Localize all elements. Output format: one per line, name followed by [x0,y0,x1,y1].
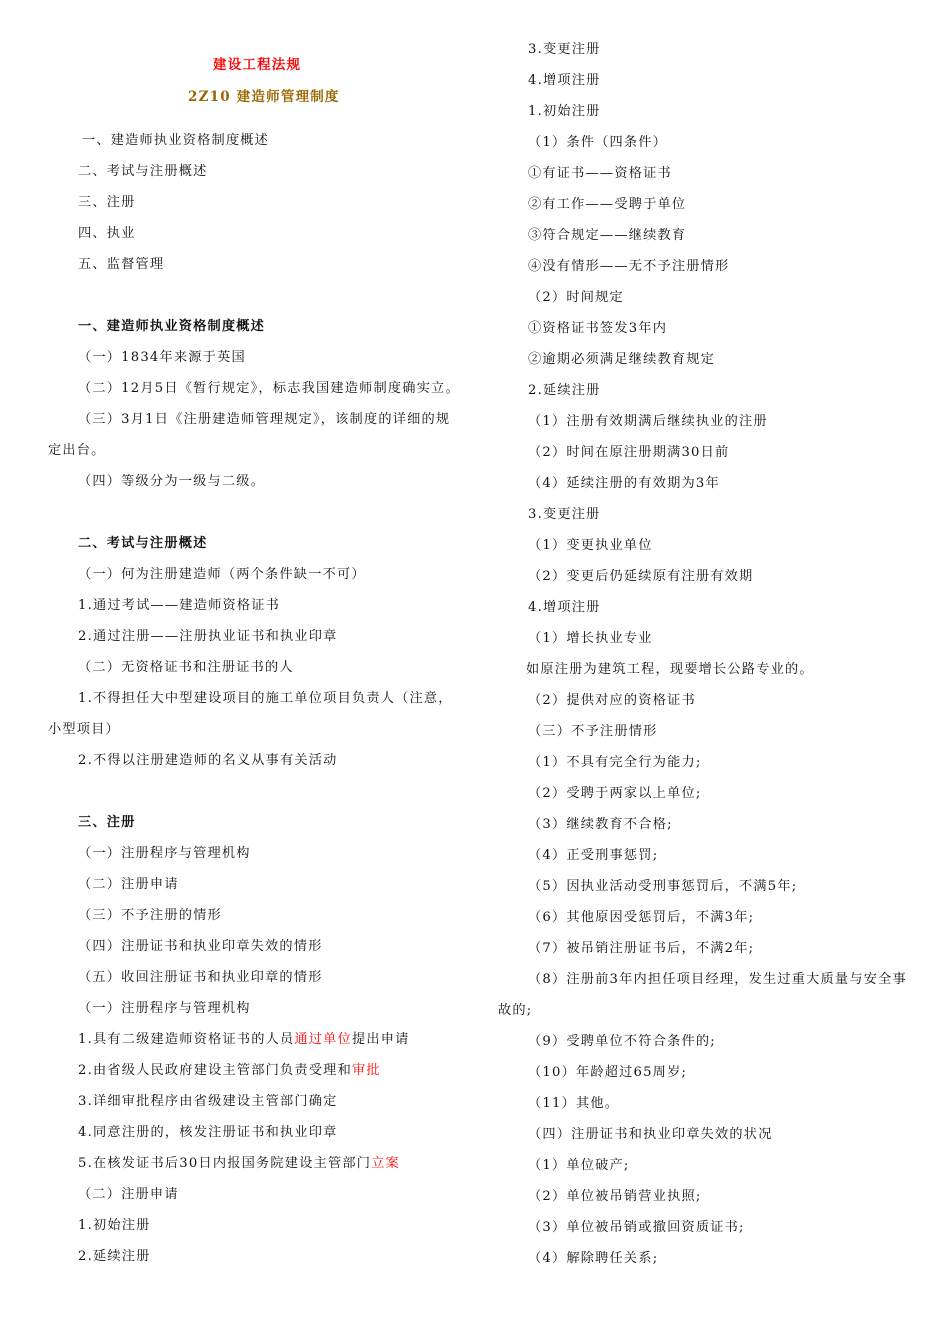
text-run: 1.具有二级建造师资格证书的人员 [78,1032,295,1047]
section-heading: 一、建造师执业资格制度概述 [78,319,266,334]
paragraph-line: 4.同意注册的，核发注册证书和执业印章 [78,1125,338,1140]
paragraph-line: （8）注册前3年内担任项目经理，发生过重大质量与安全事 [528,972,907,987]
paragraph-line: 3.详细审批程序由省级建设主管部门确定 [78,1094,338,1109]
paragraph-line: （2）单位被吊销营业执照; [528,1189,702,1204]
paragraph-line [78,1061,381,1081]
toc-item: 五、监督管理 [78,257,165,272]
paragraph-line: 1.初始注册 [78,1218,151,1233]
paragraph-line: 3.变更注册 [528,507,601,522]
paragraph-line: （二）无资格证书和注册证书的人 [78,660,294,675]
toc-item: 二、考试与注册概述 [78,164,208,179]
paragraph-line: （7）被吊销注册证书后，不满2年; [528,941,755,956]
paragraph-line: （10）年龄超过65周岁; [528,1065,688,1080]
paragraph-line: 1.不得担任大中型建设项目的施工单位项目负责人（注意， [78,691,453,706]
paragraph-line: ①资格证书签发3年内 [528,321,668,336]
paragraph-line: （2）时间在原注册期满30日前 [528,445,730,460]
toc-item: 三、注册 [78,195,136,210]
text-run: 提出申请 [351,1032,410,1047]
paragraph-line: （1）变更执业单位 [528,538,653,553]
text-run: 2.由省级人民政府建设主管部门负责受理和 [78,1063,352,1078]
paragraph-line: （9）受聘单位不符合条件的; [528,1034,716,1049]
highlighted-text: 通过单位 [294,1032,352,1047]
paragraph-line: （2）提供对应的资格证书 [528,693,696,708]
paragraph-line: （一）注册程序与管理机构 [78,1001,251,1016]
paragraph-line: （一）注册程序与管理机构 [78,846,251,861]
paragraph-line: （一）何为注册建造师（两个条件缺一不可） [78,567,366,582]
paragraph-line: （三）不予注册情形 [528,724,658,739]
paragraph-line: （4）延续注册的有效期为3年 [528,476,720,491]
paragraph-line [78,1154,400,1174]
paragraph-line: （11）其他。 [528,1096,620,1111]
paragraph-line: （1）条件（四条件） [528,135,668,150]
toc-item: 四、执业 [78,226,136,241]
paragraph-line: 1.初始注册 [528,104,601,119]
paragraph-line: （二）12月5日《暂行规定》，标志我国建造师制度确实立。 [78,381,460,396]
paragraph-line: ④没有情形——无不予注册情形 [528,259,730,274]
paragraph-line: （1）增长执业专业 [528,631,653,646]
paragraph-line: （二）注册申请 [78,1187,179,1202]
paragraph-line: （2）时间规定 [528,290,624,305]
paragraph-line: 如原注册为建筑工程，现要增长公路专业的。 [526,662,814,677]
paragraph-line: （四）注册证书和执业印章失效的情形 [78,939,323,954]
paragraph-line: 小型项目） [48,722,120,737]
paragraph-line: 2.延续注册 [528,383,601,398]
paragraph-line: 故的; [498,1003,533,1018]
paragraph-line: （三）3月1日《注册建造师管理规定》，该制度的详细的规 [78,412,451,427]
document-title: 建设工程法规 [213,57,302,73]
paragraph-line: ②逾期必须满足继续教育规定 [528,352,716,367]
section-heading: 二、考试与注册概述 [78,536,208,551]
paragraph-line: （二）注册申请 [78,877,179,892]
paragraph-line: （五）收回注册证书和执业印章的情形 [78,970,323,985]
paragraph-line: ①有证书——资格证书 [528,166,672,181]
highlighted-text: 立案 [371,1156,400,1171]
paragraph-line: 4.增项注册 [528,73,601,88]
paragraph-line: （3）单位被吊销或撤回资质证书; [528,1220,745,1235]
section-heading: 三、注册 [78,815,136,830]
paragraph-line: （四）注册证书和执业印章失效的状况 [528,1127,773,1142]
paragraph-line: 定出台。 [48,443,106,458]
paragraph-line: 1.通过考试——建造师资格证书 [78,598,281,613]
paragraph-line: 2.通过注册——注册执业证书和执业印章 [78,629,338,644]
paragraph-line: （3）继续教育不合格; [528,817,673,832]
paragraph-line [78,1030,410,1050]
paragraph-line: （2）变更后仍延续原有注册有效期 [528,569,754,584]
paragraph-line: （5）因执业活动受刑事惩罚后，不满5年; [528,879,798,894]
paragraph-line: （4）解除聘任关系; [528,1251,659,1266]
paragraph-line: 3.变更注册 [528,42,601,57]
paragraph-line: 2.延续注册 [78,1249,151,1264]
paragraph-line: 4.增项注册 [528,600,601,615]
text-run: 5.在核发证书后30日内报国务院建设主管部门 [78,1156,372,1171]
paragraph-line: ③符合规定——继续教育 [528,228,687,243]
paragraph-line: （4）正受刑事惩罚; [528,848,659,863]
paragraph-line: （1）单位破产; [528,1158,630,1173]
paragraph-line: ②有工作——受聘于单位 [528,197,687,212]
paragraph-line: 2.不得以注册建造师的名义从事有关活动 [78,753,338,768]
paragraph-line: （6）其他原因受惩罚后，不满3年; [528,910,755,925]
toc-item: 一、建造师执业资格制度概述 [82,133,270,148]
highlighted-text: 审批 [351,1063,381,1078]
paragraph-line: （四）等级分为一级与二级。 [78,474,266,489]
paragraph-line: （1）注册有效期满后继续执业的注册 [528,414,768,429]
document-subtitle: 2Z10 建造师管理制度 [188,89,340,105]
paragraph-line: （一）1834年来源于英国 [78,350,246,365]
paragraph-line: （三）不予注册的情形 [78,908,222,923]
paragraph-line: （1）不具有完全行为能力; [528,755,702,770]
paragraph-line: （2）受聘于两家以上单位; [528,786,702,801]
